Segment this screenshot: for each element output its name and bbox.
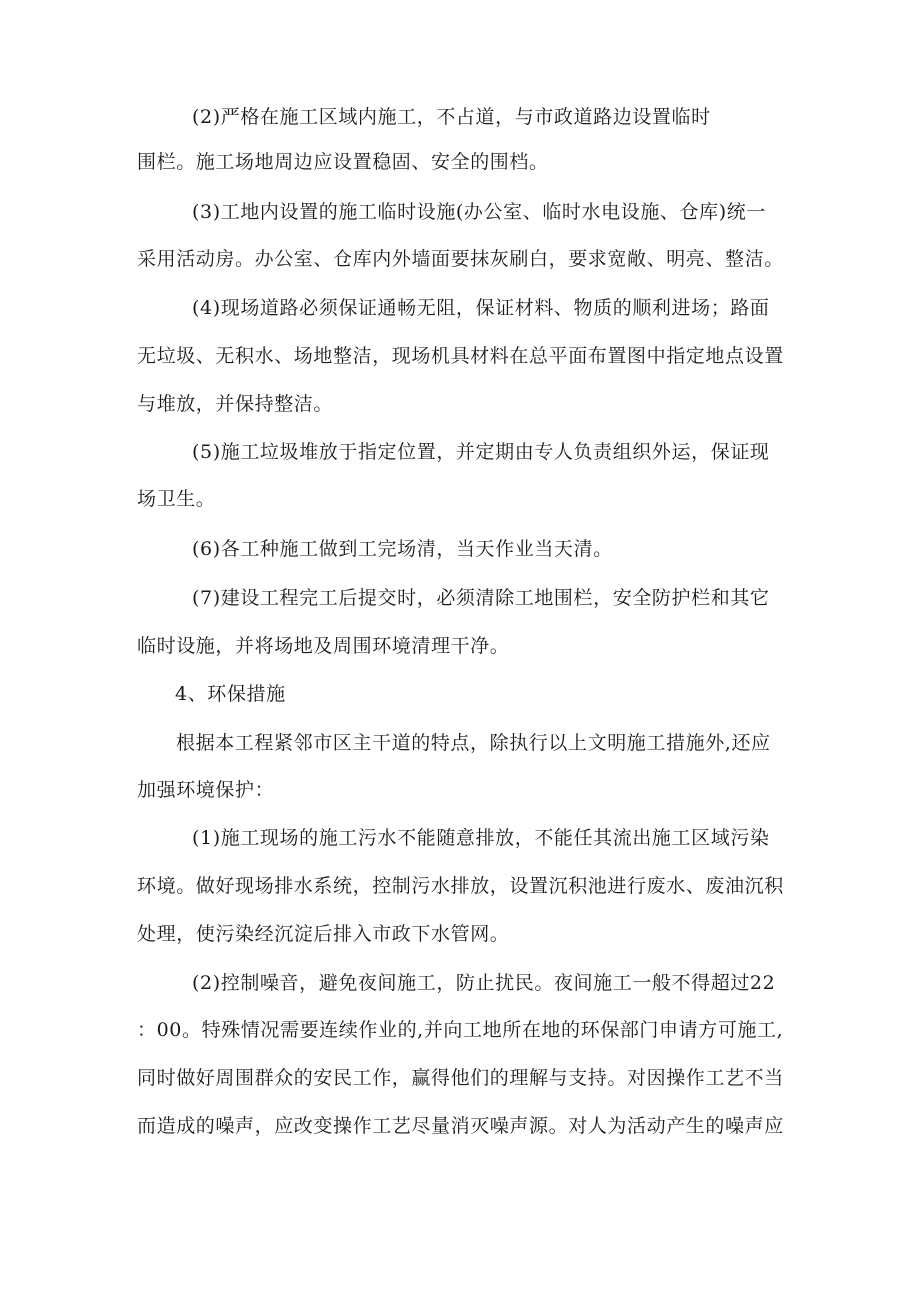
env-1-line-3: 处理，使污染经沉淀后排入市政下水管网。 <box>137 923 510 945</box>
env-2-line-1: (2)控制噪音，避免夜间施工，防止扰民。夜间施工一般不得超过22 <box>192 972 776 994</box>
env-2-line-3: 同时做好周围群众的安民工作，赢得他们的理解与支持。对因操作工艺不当 <box>137 1067 784 1089</box>
env-1-line-1: (1)施工现场的施工污水不能随意排放，不能任其流出施工区域污染 <box>192 827 770 849</box>
item-4-line-2: 无垃圾、无积水、场地整洁，现场机具材料在总平面布置图中指定地点设置 <box>137 345 784 367</box>
intro-line-2: 加强环境保护： <box>137 779 275 801</box>
item-3-line-1: (3)工地内设置的施工临时设施(办公室、临时水电设施、仓库)统一 <box>192 201 766 223</box>
section-heading: 4、环保措施 <box>175 683 286 705</box>
item-5-line-2: 场卫生。 <box>137 488 216 510</box>
intro-line-1: 根据本工程紧邻市区主干道的特点，除执行以上文明施工措施外,还应 <box>176 732 771 754</box>
item-2-line-1: (2)严格在施工区域内施工，不占道，与市政道路边设置临时 <box>192 106 711 128</box>
item-7-line-2: 临时设施，并将场地及周围环境清理干净。 <box>137 635 510 657</box>
item-6-line-1: (6)各工种施工做到工完场清，当天作业当天清。 <box>192 538 613 560</box>
item-4-line-1: (4)现场道路必须保证通畅无阻，保证材料、物质的顺利进场；路面 <box>192 297 770 319</box>
env-2-line-4: 而造成的噪声，应改变操作工艺尽量消灭噪声源。对人为活动产生的噪声应 <box>137 1115 784 1137</box>
env-1-line-2: 环境。做好现场排水系统，控制污水排放，设置沉积池进行废水、废油沉积 <box>137 875 784 897</box>
item-5-line-1: (5)施工垃圾堆放于指定位置，并定期由专人负责组织外运，保证现 <box>192 441 770 463</box>
item-4-line-3: 与堆放，并保持整洁。 <box>137 393 334 415</box>
item-2-line-2: 围栏。施工场地周边应设置稳固、安全的围档。 <box>137 151 549 173</box>
item-3-line-2: 采用活动房。办公室、仓库内外墙面要抹灰刷白，要求宽敞、明亮、整洁。 <box>137 248 784 270</box>
env-2-line-2: ：00。特殊情况需要连续作业的,并向工地所在地的环保部门申请方可施工, <box>137 1019 784 1041</box>
item-7-line-1: (7)建设工程完工后提交时，必须清除工地围栏，安全防护栏和其它 <box>192 587 770 609</box>
